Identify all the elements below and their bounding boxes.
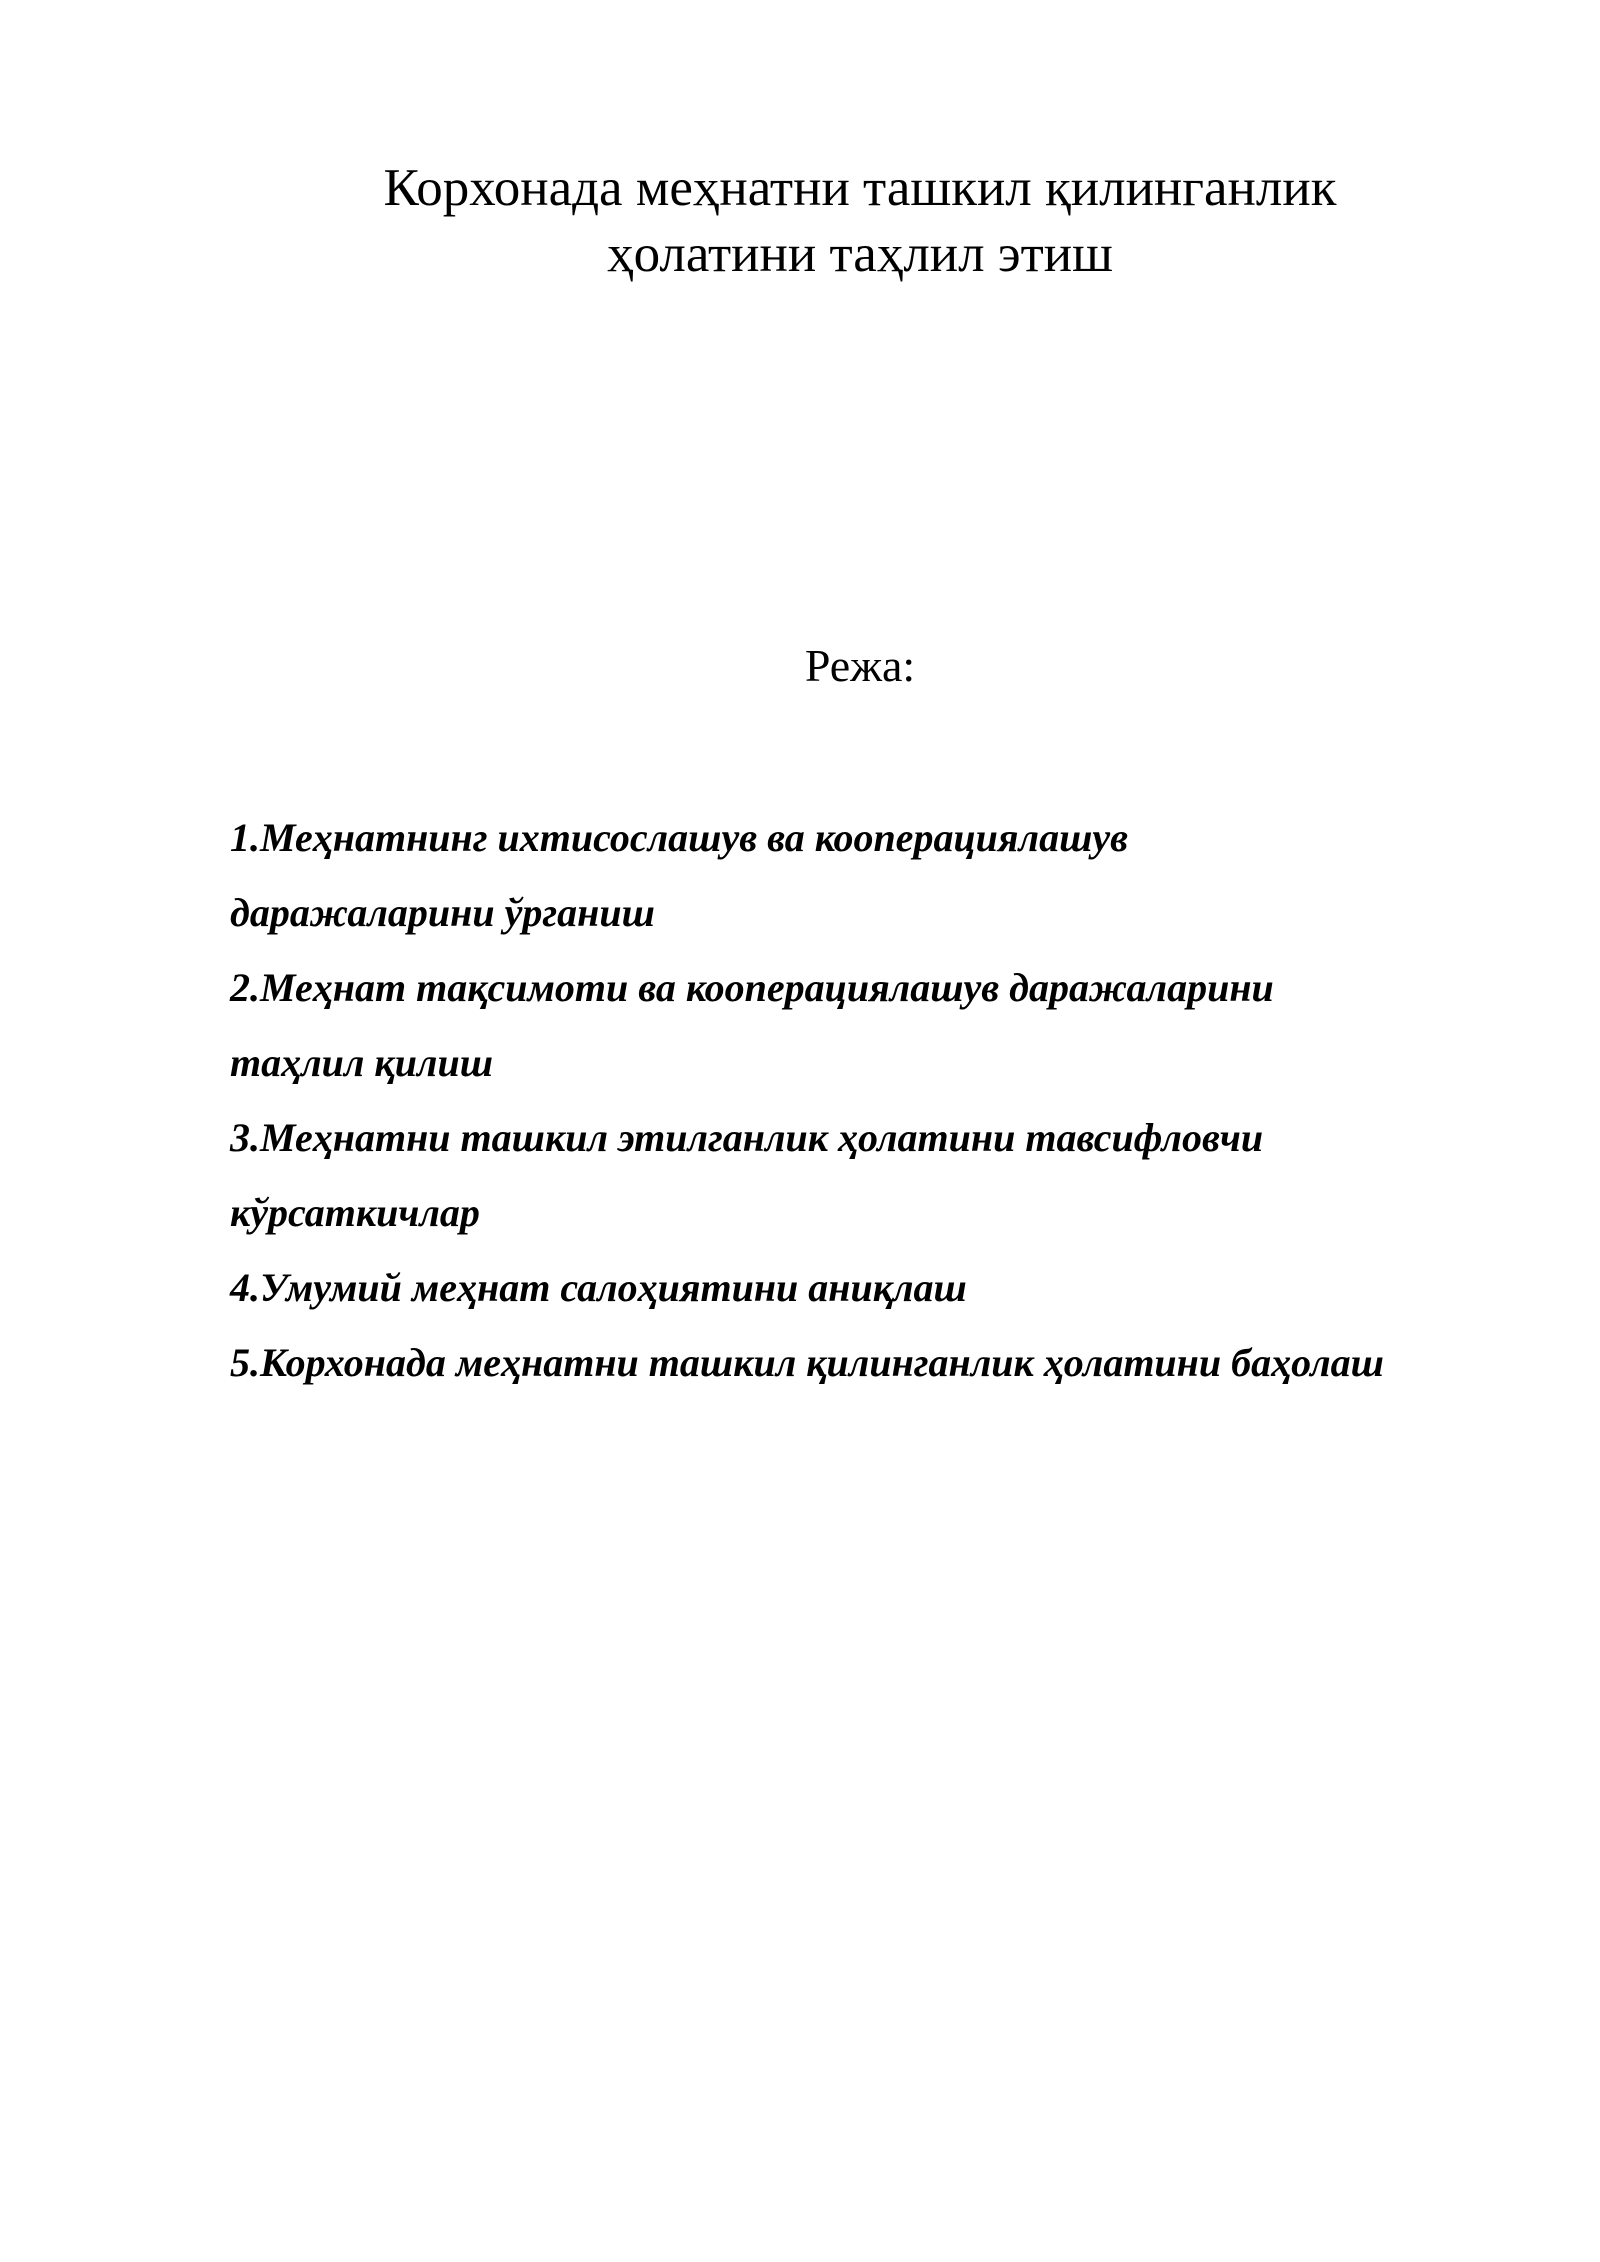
document-title-line-1: Корхонада меҳнатни ташкил қилинганлик xyxy=(383,159,1337,217)
plan-item-2-line-1: 2.Меҳнат тақсимоти ва кооперациялашув даражаларини xyxy=(230,965,1274,1010)
plan-item-4: 4.Умумий меҳнат салоҳиятини аниқлаш xyxy=(230,1265,967,1310)
plan-item-3-line-2: кўрсаткичлар xyxy=(230,1190,480,1235)
plan-item-1-line-2: даражаларини ўрганиш xyxy=(230,890,655,935)
plan-item-5: 5.Корхонада меҳнатни ташкил қилинганлик ҳолатини баҳолаш xyxy=(230,1340,1384,1385)
document-title-line-2: ҳолатини таҳлил этиш xyxy=(607,225,1113,283)
plan-list xyxy=(230,800,1570,1400)
plan-item-2-line-2: таҳлил қилиш xyxy=(230,1040,494,1085)
plan-item-3-line-1: 3.Меҳнатни ташкил этилганлик ҳолатини тавсифловчи xyxy=(230,1115,1264,1160)
plan-heading: Режа: xyxy=(804,640,916,691)
plan-item-1-line-1: 1.Меҳнатнинг ихтисослашув ва кооперациялашув xyxy=(230,815,1129,860)
